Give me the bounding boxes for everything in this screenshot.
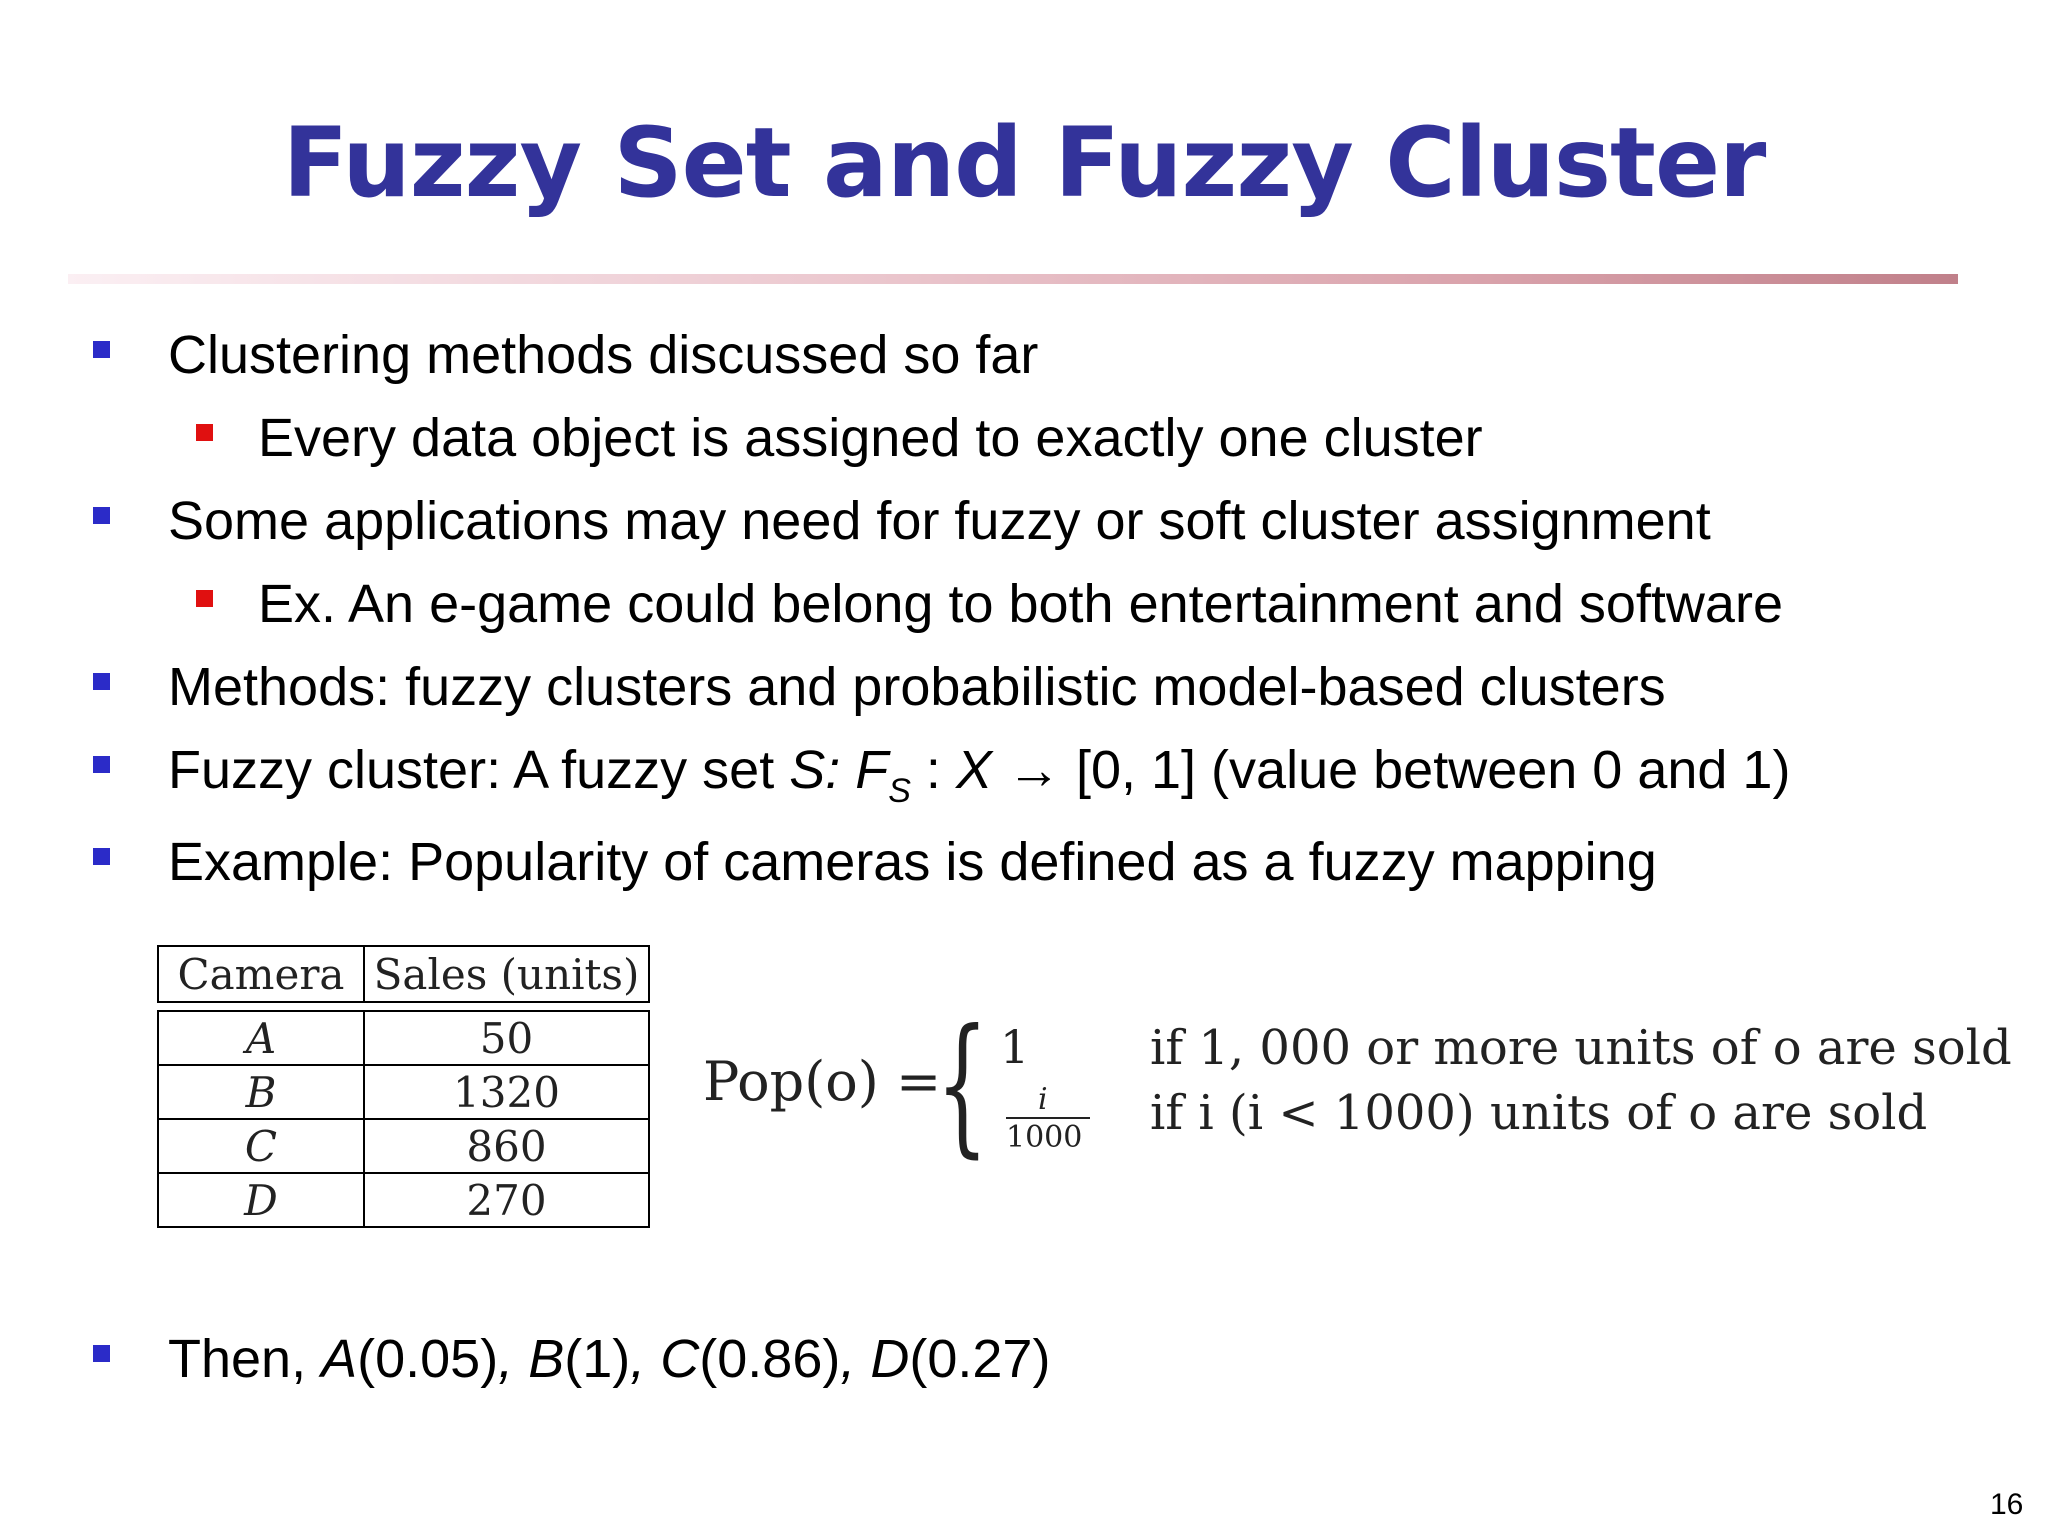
bullet-then-values [168,1327,1050,1391]
then-separator: , [840,1329,871,1389]
formula-lhs: Pop(o) = [703,1050,942,1113]
sub-bullet-marker [196,590,213,607]
then-separator: , [630,1329,661,1389]
fuzzy-def-colon: : [910,740,956,800]
table-row [158,1065,649,1119]
fuzzy-def-prefix: Fuzzy cluster: A fuzzy set [168,740,790,800]
then-b-value: (1) [564,1329,631,1389]
table-cell-sales: 270 [364,1173,649,1227]
table-cell-camera: C [158,1119,364,1173]
sub-bullet-marker [196,424,213,441]
bullet-methods: Methods: fuzzy clusters and probabilistic model-based clusters [168,657,1666,717]
table-cell-camera: B [158,1065,364,1119]
sub-bullet-egame-example: Ex. An e-game could belong to both entertainment and software [258,574,1783,634]
formula-case2-denominator: 1000 [1006,1120,1083,1155]
bullet-marker [93,341,110,358]
page-number: 16 [1990,1488,2024,1521]
table-header-camera: Camera [158,946,364,1002]
then-c-label: C [660,1329,700,1389]
table-header-sales: Sales (units) [364,946,649,1002]
then-a-label: A [321,1329,358,1389]
table-row [158,1119,649,1173]
bullet-fuzzy-cluster-definition [168,738,1790,823]
bullet-marker [93,1345,110,1362]
table-cell-camera: D [158,1173,364,1227]
then-c-value: (0.86) [699,1329,841,1389]
sub-bullet-one-cluster: Every data object is assigned to exactly one cluster [258,408,1483,468]
bullet-marker [93,756,110,773]
table-gap [158,1002,649,1011]
camera-sales-table [157,945,650,1228]
formula-case1-value: 1 [1000,1020,1030,1074]
bullet-marker [93,673,110,690]
then-b-label: B [528,1329,565,1389]
slide-title: Fuzzy Set and Fuzzy Cluster [282,107,1766,219]
fuzzy-def-subscript: S [888,772,911,810]
table-cell-camera: A [158,1011,364,1065]
bullet-clustering-methods: Clustering methods discussed so far [168,325,1039,385]
formula-fraction-bar [1006,1117,1090,1119]
then-prefix: Then, [168,1329,322,1389]
bullet-marker [93,848,110,865]
bullet-marker [93,507,110,524]
formula-case2-condition: if i (i < 1000) units of o are sold [1150,1085,1928,1141]
table-cell-sales: 860 [364,1119,649,1173]
bullet-fuzzy-assignment: Some applications may need for fuzzy or soft cluster assignment [168,491,1711,551]
table-row [158,1173,649,1227]
formula-case2-numerator: i [1038,1082,1048,1117]
fuzzy-def-domain: X [955,740,992,800]
table-row [158,1011,649,1065]
then-a-value: (0.05) [357,1329,499,1389]
bullet-example-popularity: Example: Popularity of cameras is defined as a fuzzy mapping [168,832,1657,892]
then-d-value: (0.27) [909,1329,1051,1389]
table-cell-sales: 1320 [364,1065,649,1119]
formula-case1-condition: if 1, 000 or more units of o are sold [1150,1020,2012,1076]
then-separator: , [498,1329,529,1389]
then-d-label: D [870,1329,910,1389]
table-cell-sales: 50 [364,1011,649,1065]
formula-brace: { [936,998,989,1172]
title-divider [68,274,1958,284]
table-header-row [158,946,649,1002]
fuzzy-def-set: S: F [789,740,889,800]
fuzzy-def-range: → [0, 1] (value between 0 and 1) [991,740,1791,800]
